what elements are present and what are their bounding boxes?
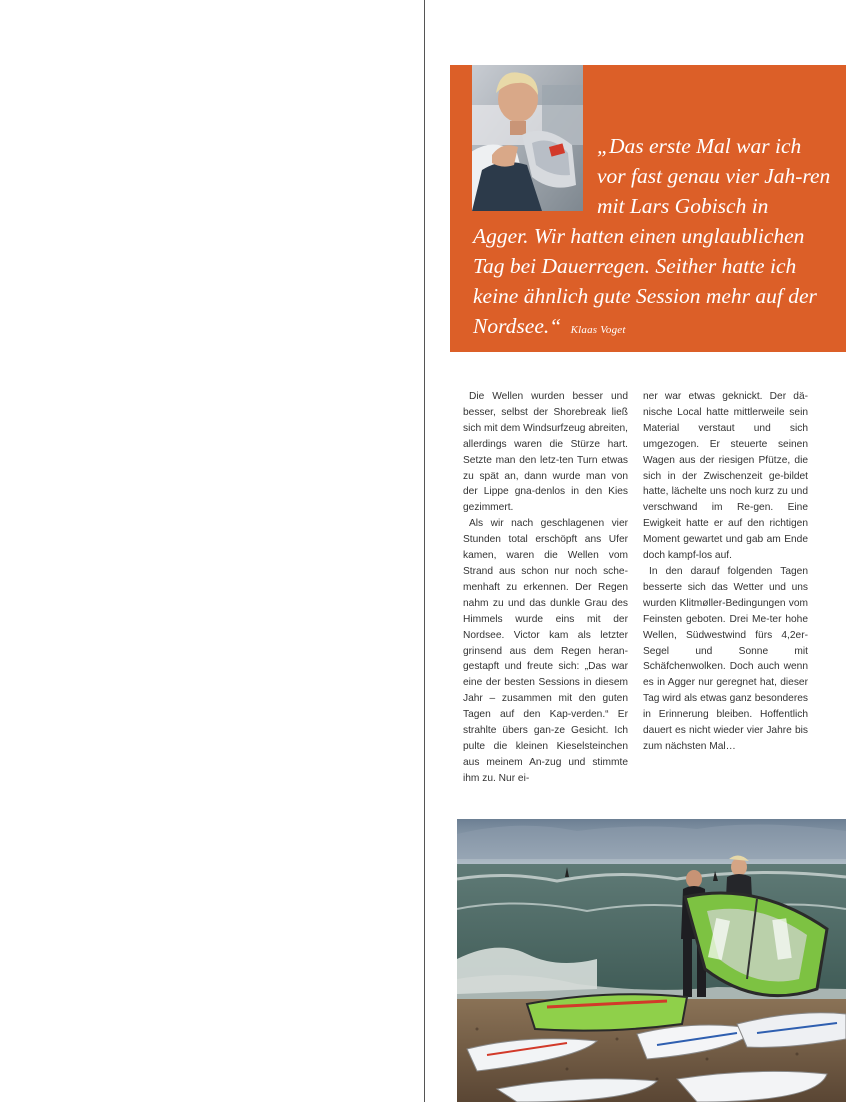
pull-quote-box: [450, 65, 846, 352]
article-paragraph: Die Wellen wurden besser und besser, selbst der Shorebreak ließ sich mit dem Windsurfzeug abreiten, allerdings waren die Stürze hart. Setzte man den letz-ten Turn etwas zu spät an, dann wurde man von der Lippe gna-denlos in den Kies gezimmert.: [463, 391, 628, 514]
beach-windsurf-photo: [457, 819, 846, 1102]
quote-author: Klaas Voget: [570, 324, 626, 336]
page-gutter-line: [424, 0, 425, 1102]
quote-rest: Agger. Wir hatten einen unglaublichen Tag bei Dauerregen. Seither hatte ich keine ähnlich gute Session mehr auf der Nordsee.“: [473, 224, 817, 338]
article-column-right: [643, 389, 808, 755]
beach-windsurf-image: [457, 819, 846, 1102]
article-paragraph: Als wir nach geschlagenen vier Stunden total erschöpft ans Ufer kamen, waren die Wellen vom Strand aus schon nur noch sche-menhaft zu erkennen. Der Regen nahm zu und das dunkle Grau des Himmels wurde eins mit der Nordsee. Victor kam als letzter grinsend aus dem Regen heran-gestapft und freute sich: „Das war eine der besten Sessions in diesem Jahr – zusammen mit den guten Tagen auf den Kap-verden.“ Er strahlte übers gan-ze Gesicht. Ich pulte die kleinen Kieselsteinchen aus meinem An-zug und stimmte ihm zu. Nur ei-: [463, 518, 628, 784]
article-column-left: [463, 389, 628, 787]
article-paragraph: In den darauf folgenden Tagen besserte sich das Wetter und uns wurden Klitmøller-Bedingungen vom Feinsten geboten. Drei Me-ter hohe Wellen, Südwestwind fürs 4,2er-Segel und Sonne mit Schäfchenwolken. Doch auch wenn es in Agger nur geregnet hat, dieser Tag wird als etwas ganz besonderes in Erinnerung bleiben. Hoffentlich dauert es nicht wieder vier Jahre bis zum nächsten Mal…: [643, 565, 808, 752]
quote-first-lines: „Das erste Mal war ich vor fast genau vier Jah-ren mit Lars Gobisch in: [597, 134, 831, 218]
pull-quote-text: [473, 131, 833, 345]
article-paragraph: ner war etwas geknickt. Der dä-nische Local hatte mittlerweile sein Material verstaut und sich umgezogen. Er steuerte seinen Wagen aus der riesigen Pfütze, die sich in der Zwischenzeit ge-bildet hatte, lächelte uns noch kurz zu und verschwand im Re-gen. Eine Ewigkeit hatte er auf den richtigen Moment gewartet und gab am Ende doch kampf-los auf.: [643, 391, 808, 562]
